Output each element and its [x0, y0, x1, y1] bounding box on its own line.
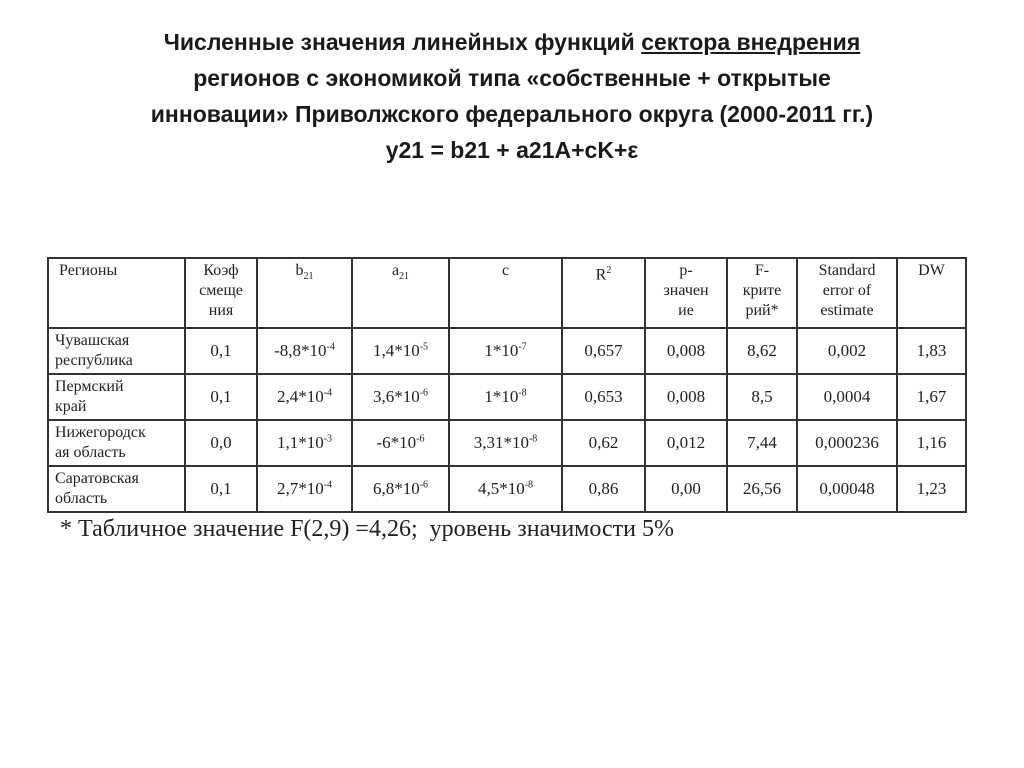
title-line-2-text: регионов с экономикой типа «собственные + открытые [193, 65, 831, 91]
slide-title [40, 24, 984, 168]
header-c: c [449, 258, 562, 328]
standard-error-cell: 0,00048 [797, 466, 897, 512]
footnote-text: * Табличное значение F(2,9) =4,26; уровень значимости 5% [60, 516, 674, 542]
b21-cell: $2,7*10^{-4}$ [257, 466, 352, 512]
c-cell: $4,5*10^{-8}$ [449, 466, 562, 512]
b21-cell: $-8,8*10^{-4}$ [257, 328, 352, 374]
b21-cell: $2,4*10^{-4}$ [257, 374, 352, 420]
coef-cell: 0,1 [185, 374, 257, 420]
header-a21: $a_{21}$ [352, 258, 449, 328]
p-value-cell: 0,008 [645, 328, 727, 374]
header-coef: Коэф смеще ния [185, 258, 257, 328]
header-b21: $b_{21}$ [257, 258, 352, 328]
dw-cell: 1,16 [897, 420, 966, 466]
table-row [48, 374, 966, 420]
title-underlined-text: сектора внедрения [641, 29, 861, 55]
standard-error-cell: 0,0004 [797, 374, 897, 420]
a21-cell: $3,6*10^{-6}$ [352, 374, 449, 420]
title-line-1-text: Численные значения линейных функций [163, 29, 642, 55]
a21-cell: $1,4*10^{-5}$ [352, 328, 449, 374]
table-row [48, 420, 966, 466]
a21-cell: $-6*10^{-6}$ [352, 420, 449, 466]
c-cell: $1*10^{-7}$ [449, 328, 562, 374]
dw-cell: 1,83 [897, 328, 966, 374]
table-row [48, 328, 966, 374]
coef-cell: 0,1 [185, 466, 257, 512]
title-line-3-text: инновации» Приволжского федерального округа (2000-2011 гг.) [150, 101, 874, 127]
c-cell: $1*10^{-8}$ [449, 374, 562, 420]
r2-cell: 0,653 [562, 374, 645, 420]
header-standard-error: Standard error of estimate [797, 258, 897, 328]
r2-cell: 0,62 [562, 420, 645, 466]
c-cell: $3,31*10^{-8}$ [449, 420, 562, 466]
f-criterion-cell: 26,56 [727, 466, 797, 512]
results-table [47, 257, 967, 513]
coef-cell: 0,0 [185, 420, 257, 466]
p-value-cell: 0,00 [645, 466, 727, 512]
r2-cell: 0,86 [562, 466, 645, 512]
region-cell: Чувашская республика [48, 328, 185, 374]
r2-cell: 0,657 [562, 328, 645, 374]
standard-error-cell: 0,000236 [797, 420, 897, 466]
region-cell: Саратовская область [48, 466, 185, 512]
title-formula-text: y21 = b21 + a21A+cK+ε [385, 137, 639, 163]
f-criterion-cell: 8,5 [727, 374, 797, 420]
region-cell: Пермский край [48, 374, 185, 420]
header-r2: $R^2$ [562, 258, 645, 328]
results-table-container [47, 257, 965, 513]
p-value-cell: 0,008 [645, 374, 727, 420]
f-criterion-cell: 7,44 [727, 420, 797, 466]
header-p-value: p- значен ие [645, 258, 727, 328]
p-value-cell: 0,012 [645, 420, 727, 466]
header-f-criterion: F- крите рий* [727, 258, 797, 328]
table-row [48, 466, 966, 512]
standard-error-cell: 0,002 [797, 328, 897, 374]
a21-cell: $6,8*10^{-6}$ [352, 466, 449, 512]
dw-cell: 1,23 [897, 466, 966, 512]
b21-cell: $1,1*10^{-3}$ [257, 420, 352, 466]
region-cell: Нижегородск ая область [48, 420, 185, 466]
header-regions: Регионы [48, 258, 185, 328]
coef-cell: 0,1 [185, 328, 257, 374]
header-row [48, 258, 966, 328]
f-criterion-cell: 8,62 [727, 328, 797, 374]
header-dw: DW [897, 258, 966, 328]
dw-cell: 1,67 [897, 374, 966, 420]
